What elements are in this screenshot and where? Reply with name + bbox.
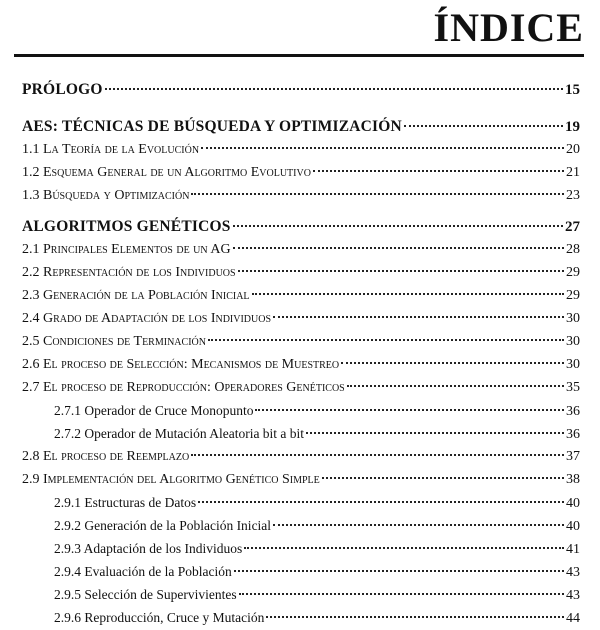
toc-section xyxy=(22,376,580,399)
toc-subsection xyxy=(22,422,580,445)
dot-leader xyxy=(273,524,564,526)
dot-leader xyxy=(201,147,564,149)
toc-section xyxy=(22,284,580,307)
toc-subsection xyxy=(22,537,580,560)
toc-subsection-label: 2.9.4 Evaluación de la Población xyxy=(54,564,232,579)
toc-page-number: 35 xyxy=(566,380,580,395)
toc-page-number: 20 xyxy=(566,142,580,157)
toc-page-number: 44 xyxy=(566,611,580,626)
toc-page-number: 40 xyxy=(566,496,580,511)
toc-section xyxy=(22,261,580,284)
toc-subsection-label: 2.9.2 Generación de la Población Inicial xyxy=(54,518,272,533)
dot-leader xyxy=(273,316,564,318)
toc-section-label: 2.7 El proceso de Reproducción: Operadores Genéticos xyxy=(22,380,345,395)
dot-leader xyxy=(198,501,564,503)
toc-section xyxy=(22,307,580,330)
toc-page-number: 30 xyxy=(566,357,580,372)
toc-chapter-label: PRÓLOGO xyxy=(22,81,103,98)
toc-subsection-label: 2.7.2 Operador de Mutación Aleatoria bit a bit xyxy=(54,426,305,441)
dot-leader xyxy=(105,88,563,90)
toc-section xyxy=(22,238,580,261)
dot-leader xyxy=(347,385,564,387)
dot-leader xyxy=(244,547,564,549)
toc-chapter-algoritmos-geneticos xyxy=(22,215,580,238)
toc-page-number: 40 xyxy=(566,519,580,534)
dot-leader xyxy=(233,247,564,249)
toc-section-label: 2.5 Condiciones de Terminación xyxy=(22,334,206,349)
toc-chapter-label: ALGORITMOS GENÉTICOS xyxy=(22,218,231,235)
toc-page-number: 30 xyxy=(566,334,580,349)
toc-section-label: 2.8 El proceso de Reemplazo xyxy=(22,449,190,464)
toc-page-number: 30 xyxy=(566,311,580,326)
toc-subsection xyxy=(22,583,580,606)
toc-section xyxy=(22,330,580,353)
toc-chapter-aes xyxy=(22,115,580,138)
dot-leader xyxy=(341,362,564,364)
toc-section-label: 1.2 Esquema General de un Algoritmo Evolutivo xyxy=(22,165,311,180)
dot-leader xyxy=(306,432,564,434)
toc-subsection-label: 2.9.1 Estructuras de Datos xyxy=(54,495,197,510)
toc-section-label: 2.9 Implementación del Algoritmo Genético Simple xyxy=(22,472,320,487)
toc-page-number: 21 xyxy=(566,165,580,180)
toc-subsection-label: 2.7.1 Operador de Cruce Monopunto xyxy=(54,403,254,418)
dot-leader xyxy=(234,570,564,572)
toc-subsection xyxy=(22,399,580,422)
toc-section xyxy=(22,161,580,184)
toc-section xyxy=(22,468,580,491)
dot-leader xyxy=(191,193,564,195)
page-title: ÍNDICE xyxy=(433,5,584,50)
toc-section-label: 2.6 El proceso de Selección: Mecanismos de Muestreo xyxy=(22,357,340,372)
toc-page-number: 41 xyxy=(566,542,580,557)
toc-subsection xyxy=(22,606,580,629)
toc-section xyxy=(22,184,580,207)
toc-subsection-label: 2.9.5 Selección de Supervivientes xyxy=(54,587,237,602)
toc-chapter-prologo xyxy=(22,78,580,101)
toc-page-number: 38 xyxy=(566,472,580,487)
dot-leader xyxy=(266,616,564,618)
toc-subsection-label: 2.9.3 Adaptación de los Individuos xyxy=(54,541,243,556)
dot-leader xyxy=(255,409,564,411)
toc-page-number: 29 xyxy=(566,288,580,303)
toc-section-label: 2.2 Representación de los Individuos xyxy=(22,265,236,280)
toc-section-label: 1.1 La Teoría de la Evolución xyxy=(22,142,200,157)
toc-page-number: 43 xyxy=(566,565,580,580)
toc-section-label: 1.3 Búsqueda y Optimización xyxy=(22,188,190,203)
dot-leader xyxy=(313,170,564,172)
table-of-contents xyxy=(22,78,580,629)
toc-page-number: 36 xyxy=(566,427,580,442)
toc-page-number: 36 xyxy=(566,404,580,419)
toc-page-number: 23 xyxy=(566,188,580,203)
title-rule xyxy=(14,54,584,57)
dot-leader xyxy=(208,339,564,341)
toc-section-label: 2.1 Principales Elementos de un AG xyxy=(22,242,231,257)
toc-section xyxy=(22,353,580,376)
dot-leader xyxy=(191,454,564,456)
toc-chapter-label: AES: TÉCNICAS DE BÚSQUEDA Y OPTIMIZACIÓN xyxy=(22,118,402,135)
toc-page-number: 43 xyxy=(566,588,580,603)
toc-subsection xyxy=(22,514,580,537)
toc-page-number: 19 xyxy=(565,119,580,135)
toc-section xyxy=(22,445,580,468)
toc-page-number: 27 xyxy=(565,219,580,235)
dot-leader xyxy=(238,270,564,272)
toc-subsection xyxy=(22,491,580,514)
toc-subsection-label: 2.9.6 Reproducción, Cruce y Mutación xyxy=(54,610,265,625)
dot-leader xyxy=(404,125,563,127)
toc-subsection xyxy=(22,560,580,583)
toc-page-number: 15 xyxy=(565,82,580,98)
toc-page-number: 37 xyxy=(566,449,580,464)
dot-leader xyxy=(252,293,564,295)
toc-page-number: 29 xyxy=(566,265,580,280)
toc-section xyxy=(22,138,580,161)
dot-leader xyxy=(239,593,564,595)
toc-section-label: 2.4 Grado de Adaptación de los Individuos xyxy=(22,311,272,326)
toc-section-label: 2.3 Generación de la Población Inicial xyxy=(22,288,250,303)
dot-leader xyxy=(322,477,564,479)
toc-page-number: 28 xyxy=(566,242,580,257)
dot-leader xyxy=(233,225,563,227)
